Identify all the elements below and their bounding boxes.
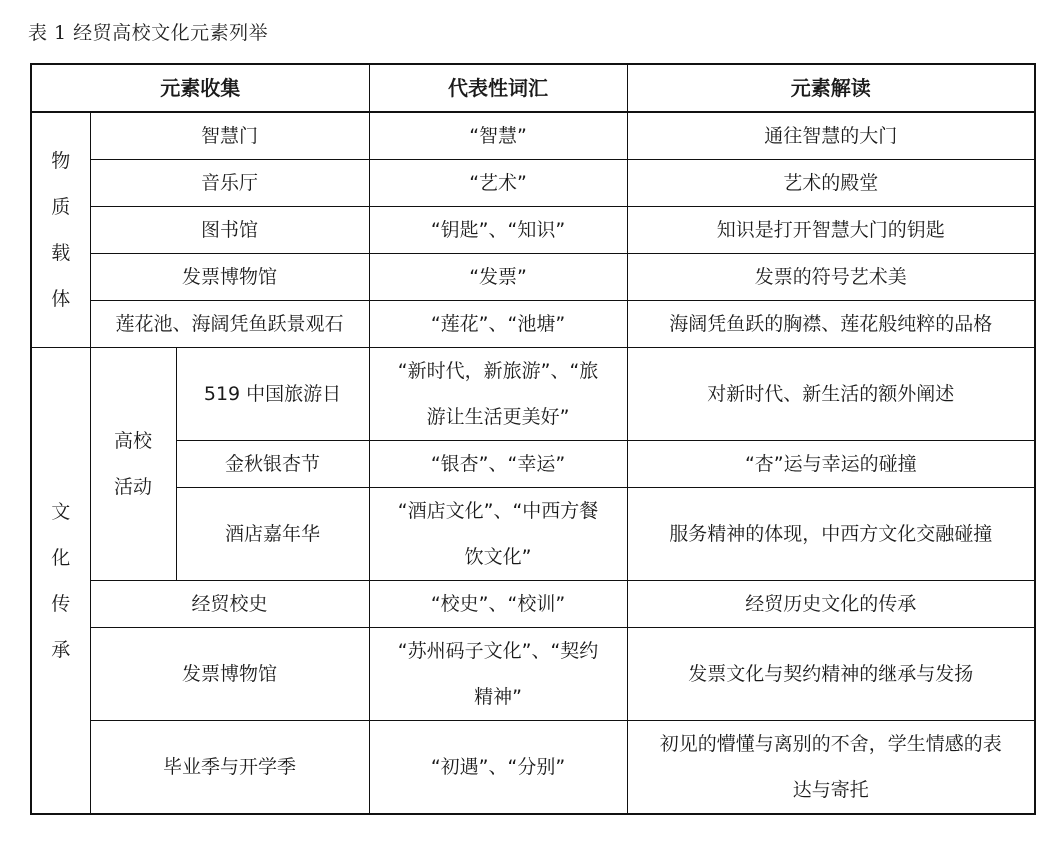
words-cell: “莲花”、“池塘” [369, 301, 627, 348]
section-label-culture: 文 化 传 承 [31, 348, 90, 815]
element-cell: 发票博物馆 [90, 254, 369, 301]
words-cell: “新时代，新旅游”、“旅 游让生活更美好” [369, 348, 627, 441]
meaning-cell: 通往智慧的大门 [627, 112, 1035, 160]
header-representative-words: 代表性词汇 [369, 64, 627, 112]
table-row [31, 488, 1035, 581]
element-cell: 经贸校史 [90, 581, 369, 628]
element-cell: 毕业季与开学季 [90, 721, 369, 815]
words-cell: “钥匙”、“知识” [369, 207, 627, 254]
words-cell: “苏州码子文化”、“契约 精神” [369, 628, 627, 721]
table-row [31, 441, 1035, 488]
words-cell: “银杏”、“幸运” [369, 441, 627, 488]
meaning-cell: 经贸历史文化的传承 [627, 581, 1035, 628]
element-cell: 音乐厅 [90, 160, 369, 207]
element-cell: 金秋银杏节 [176, 441, 369, 488]
meaning-cell: 对新时代、新生活的额外阐述 [627, 348, 1035, 441]
element-cell: 莲花池、海阔凭鱼跃景观石 [90, 301, 369, 348]
element-cell: 酒店嘉年华 [176, 488, 369, 581]
header-element-collection: 元素收集 [31, 64, 369, 112]
element-cell: 图书馆 [90, 207, 369, 254]
table-row [31, 301, 1035, 348]
meaning-cell: 知识是打开智慧大门的钥匙 [627, 207, 1035, 254]
words-cell: “智慧” [369, 112, 627, 160]
table-row [31, 112, 1035, 160]
element-cell: 发票博物馆 [90, 628, 369, 721]
table-row [31, 348, 1035, 441]
table-row [31, 207, 1035, 254]
words-cell: “校史”、“校训” [369, 581, 627, 628]
table-row [31, 254, 1035, 301]
words-cell: “酒店文化”、“中西方餐 饮文化” [369, 488, 627, 581]
culture-elements-table [30, 63, 1036, 815]
words-cell: “发票” [369, 254, 627, 301]
words-cell: “初遇”、“分别” [369, 721, 627, 815]
table-row [31, 160, 1035, 207]
table-row [31, 581, 1035, 628]
element-cell: 智慧门 [90, 112, 369, 160]
table-caption: 表 1 经贸高校文化元素列举 [28, 22, 269, 44]
header-row [31, 64, 1035, 112]
element-cell: 519 中国旅游日 [176, 348, 369, 441]
meaning-cell: 初见的懵懂与离别的不舍，学生情感的表 达与寄托 [627, 721, 1035, 815]
sub-label-campus-activities: 高校 活动 [90, 348, 176, 581]
meaning-cell: 海阔凭鱼跃的胸襟、莲花般纯粹的品格 [627, 301, 1035, 348]
meaning-cell: 服务精神的体现，中西方文化交融碰撞 [627, 488, 1035, 581]
meaning-cell: “杏”运与幸运的碰撞 [627, 441, 1035, 488]
header-element-interpretation: 元素解读 [627, 64, 1035, 112]
meaning-cell: 发票文化与契约精神的继承与发扬 [627, 628, 1035, 721]
section-label-material: 物 质 载 体 [31, 112, 90, 348]
table-row [31, 721, 1035, 815]
words-cell: “艺术” [369, 160, 627, 207]
meaning-cell: 发票的符号艺术美 [627, 254, 1035, 301]
meaning-cell: 艺术的殿堂 [627, 160, 1035, 207]
table-row [31, 628, 1035, 721]
